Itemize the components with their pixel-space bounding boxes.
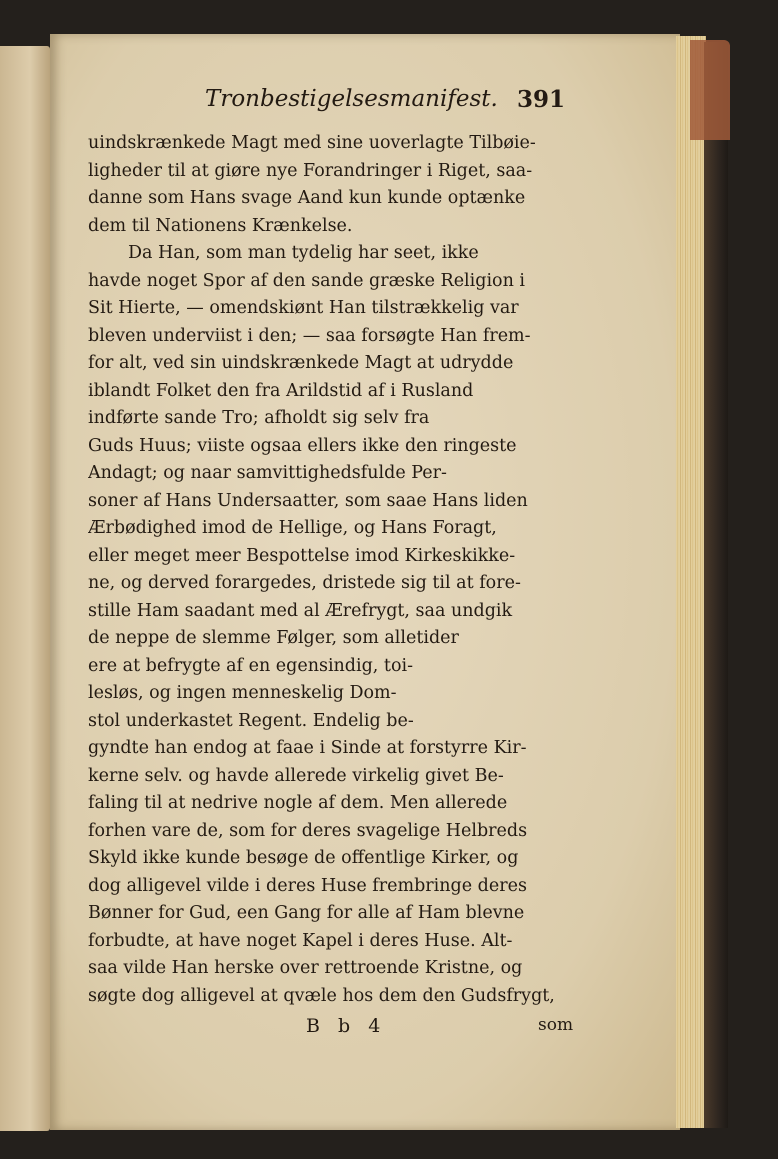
cover-corner-leather	[690, 40, 730, 140]
text-line: Bønner for Gud, een Gang for alle af Ham blevne	[88, 903, 525, 923]
text-line: gyndte han endog at faae i Sinde at forstyrre Kir-	[88, 738, 527, 758]
page-number: 391	[516, 86, 565, 113]
text-line: Guds Huus; viiste ogsaa ellers ikke den ringeste	[88, 435, 517, 456]
text-line: Sit Hierte, — omendskiønt Han tilstrækkelig var	[88, 298, 519, 318]
text-line: saa vilde Han herske over rettroende Kristne, og	[88, 958, 523, 978]
text-line: uindskrænkede Magt med sine uoverlagte Tilbøie-	[88, 133, 536, 153]
text-line: stille Ham saadant med al Ærefrygt, saa undgik	[88, 600, 513, 621]
text-line: danne som Hans svage Aand kun kunde optænke	[88, 188, 526, 208]
text-line: dog alligevel vilde i deres Huse frembringe deres	[88, 875, 527, 896]
text-line: forhen vare de, som for deres svagelige Helbreds	[88, 820, 528, 841]
page-block-edges	[676, 36, 706, 1128]
book-cover	[704, 42, 728, 1128]
text-line: eller meget meer Bespottelse imod Kirkeskikke-	[88, 545, 516, 566]
text-line: ere at befrygte af en egensindig, toi-	[88, 655, 414, 676]
text-line: ne, og derved forargedes, dristede sig til at fore-	[88, 573, 521, 593]
text-line: dem til Nationens Krænkelse.	[88, 215, 353, 236]
text-line: søgte dog alligevel at qvæle hos dem den Gudsfrygt,	[88, 985, 555, 1006]
page-header	[205, 86, 565, 116]
catchword: som	[538, 1015, 574, 1035]
body-text	[88, 130, 570, 1010]
text-line: Skyld ikke kunde besøge de offentlige Kirker, og	[88, 848, 519, 868]
text-line: soner af Hans Undersaatter, som saae Hans liden	[88, 490, 528, 511]
text-line: Andagt; og naar samvittighedsfulde Per-	[88, 463, 447, 483]
text-line: kerne selv. og havde allerede virkelig givet Be-	[88, 765, 504, 786]
text-line: iblandt Folket den fra Arildstid af i Rusland	[88, 380, 474, 401]
running-title: Tronbestigelsesmanifest.	[205, 86, 498, 112]
text-line: Ærbødighed imod de Hellige, og Hans Foragt,	[88, 518, 497, 538]
text-line: Da Han, som man tydelig har seet, ikke	[128, 243, 479, 263]
text-line: indførte sande Tro; afholdt sig selv fra	[88, 408, 430, 428]
signature-mark: B b 4	[306, 1015, 387, 1037]
text-line: lesløs, og ingen menneskelig Dom-	[88, 683, 397, 703]
text-line: de neppe de slemme Følger, som alletider	[88, 628, 459, 648]
text-line: faling til at nedrive nogle af dem. Men allerede	[88, 793, 508, 813]
text-line: stol underkastet Regent. Endelig be-	[88, 710, 414, 731]
text-line: ligheder til at giøre nye Forandringer i Riget, saa-	[88, 160, 533, 181]
text-line: for alt, ved sin uindskrænkede Magt at udrydde	[88, 353, 514, 373]
text-line: havde noget Spor af den sande græske Religion i	[88, 270, 526, 291]
text-line: bleven underviist i den; — saa forsøgte Han frem-	[88, 325, 531, 346]
text-line: forbudte, at have noget Kapel i deres Huse. Alt-	[88, 930, 513, 951]
left-page-edge	[0, 46, 50, 1131]
